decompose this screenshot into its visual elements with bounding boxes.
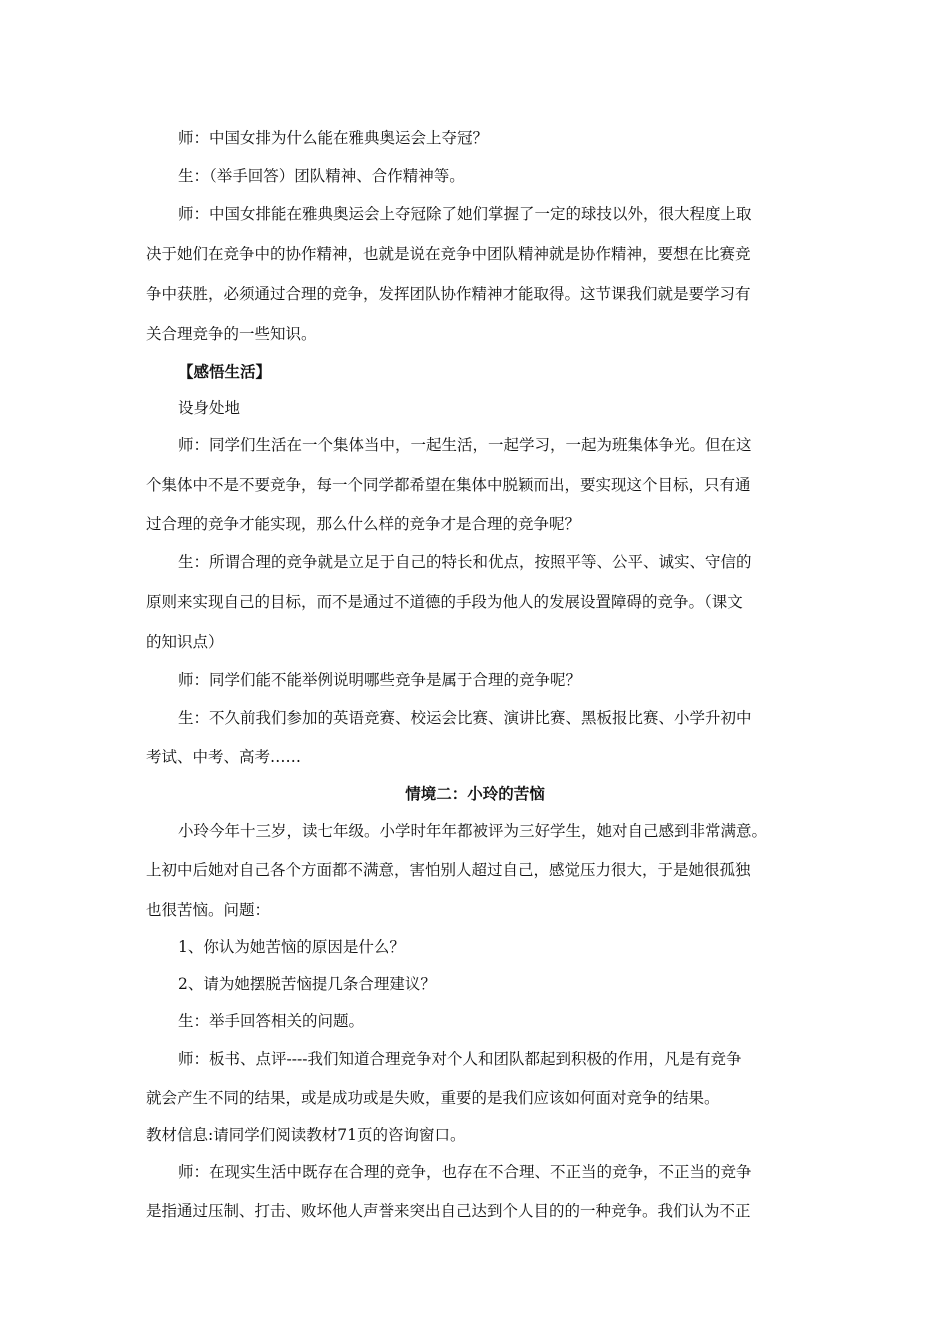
text-line: 原则来实现自己的目标，而不是通过不道德的手段为他人的发展设置障碍的竞争。（课文 — [146, 593, 743, 611]
dialogue-line: 师：同学们能不能举例说明哪些竞争是属于合理的竞争呢？ — [178, 671, 582, 689]
dialogue-line: 生：（举手回答）团队精神、合作精神等。 — [178, 167, 465, 185]
subheading: 设身处地 — [178, 399, 241, 417]
dialogue-line: 生：所谓合理的竞争就是立足于自己的特长和优点，按照平等、公平、诚实、守信的 — [178, 553, 752, 571]
dialogue-line: 师：在现实生活中既存在合理的竞争，也存在不合理、不正当的竞争，不正当的竞争 — [178, 1163, 752, 1181]
text-line: 个集体中不是不要竞争，每一个同学都希望在集体中脱颖而出，要实现这个目标，只有通 — [146, 476, 751, 494]
section-heading: 【感悟生活】 — [178, 363, 272, 381]
text-line: 考试、中考、高考…… — [146, 748, 302, 766]
dialogue-line: 师：中国女排能在雅典奥运会上夺冠除了她们掌握了一定的球技以外，很大程度上取 — [178, 205, 752, 223]
text-line: 过合理的竞争才能实现，那么什么样的竞争才是合理的竞争呢？ — [146, 515, 581, 533]
text-line: 就会产生不同的结果，或是成功或是失败，重要的是我们应该如何面对竞争的结果。 — [146, 1089, 720, 1107]
dialogue-line: 生：不久前我们参加的英语竞赛、校运会比赛、演讲比赛、黑板报比赛、小学升初中 — [178, 709, 752, 727]
text-line: 是指通过压制、打击、败坏他人声誉来突出自己达到个人目的的一种竞争。我们认为不正 — [146, 1202, 751, 1220]
text-line: 争中获胜，必须通过合理的竞争，发挥团队协作精神才能取得。这节课我们就是要学习有 — [146, 285, 751, 303]
dialogue-line: 师：板书、点评----我们知道合理竞争对个人和团队都起到积极的作用，凡是有竞争 — [178, 1050, 742, 1068]
dialogue-line: 师：同学们生活在一个集体当中，一起生活，一起学习，一起为班集体争光。但在这 — [178, 436, 752, 454]
text-line: 上初中后她对自己各个方面都不满意，害怕别人超过自己，感觉压力很大，于是她很孤独 — [146, 861, 751, 879]
scenario-title: 情境二：小玲的苦恼 — [405, 785, 545, 803]
question-item: 2、请为她摆脱苦恼提几条合理建议？ — [178, 975, 436, 993]
text-line: 关合理竞争的一些知识。 — [146, 325, 317, 343]
dialogue-line: 生：举手回答相关的问题。 — [178, 1012, 365, 1030]
text-line: 决于她们在竞争中的协作精神，也就是说在竞争中团队精神就是协作精神，要想在比赛竞 — [146, 245, 751, 263]
text-line: 也很苦恼。问题： — [146, 901, 271, 919]
textbook-note: 教材信息:请同学们阅读教材71页的咨询窗口。 — [146, 1126, 466, 1144]
dialogue-line: 师：中国女排为什么能在雅典奥运会上夺冠？ — [178, 129, 489, 147]
text-line: 的知识点） — [146, 633, 224, 651]
text-line: 小玲今年十三岁，读七年级。小学时年年都被评为三好学生，她对自己感到非常满意。 — [178, 822, 768, 840]
question-item: 1、你认为她苦恼的原因是什么？ — [178, 938, 405, 956]
